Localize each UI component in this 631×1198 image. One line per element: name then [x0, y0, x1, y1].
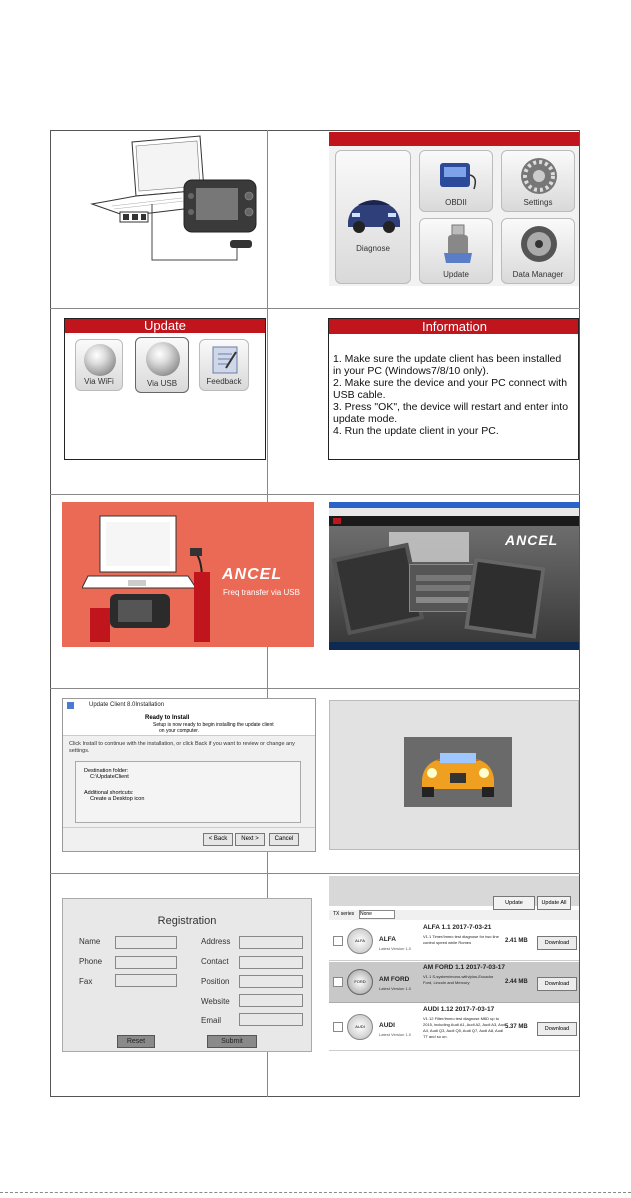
- brand-badge: ALFA: [347, 928, 373, 954]
- address-label: Address: [201, 937, 231, 946]
- version-title: AM FORD 1.1 2017-7-03-17: [423, 964, 506, 971]
- shortcut-label: Additional shortcuts:: [84, 790, 134, 796]
- info-line: update mode.: [333, 413, 398, 425]
- installer-instruction2: settings.: [69, 748, 90, 754]
- latest-version: Latest Version 1.0: [379, 946, 412, 951]
- brand-name: AM FORD: [379, 976, 410, 983]
- submit-button[interactable]: Submit: [207, 1035, 257, 1048]
- registration-form: [62, 898, 312, 1052]
- laptop-connection-icon: [52, 132, 266, 307]
- tablet-graphic: [464, 557, 545, 638]
- version-desc: V1.1 Timer/Immo test diagnose for two line: [423, 934, 499, 939]
- version-desc: 2015, including Audi A1, Audi A2, Audi A3, Audi: [423, 1022, 507, 1027]
- username-input[interactable]: [416, 575, 472, 581]
- info-line: 3. Press "OK", the device will restart and enter into: [333, 401, 569, 413]
- menu-title-bar: [329, 132, 579, 146]
- installer-subheading2: on your computer.: [159, 728, 200, 734]
- phone-input[interactable]: [115, 956, 177, 969]
- info-line: USB cable.: [333, 389, 386, 401]
- version-desc: A4, Audi Q3, Audi Q5, Audi Q7, Audi A8, Audi: [423, 1028, 504, 1033]
- banner-tagline: Freq transfer via USB: [223, 588, 300, 597]
- feedback-tile[interactable]: [199, 339, 249, 391]
- disk-icon: [518, 223, 560, 265]
- installer-title: Update Client 8.0Installation: [89, 702, 165, 708]
- installer-header: [63, 713, 315, 736]
- file-size: 2.41 MB: [505, 938, 528, 944]
- splash-screen: [329, 700, 579, 850]
- laptop-hand-icon: [82, 510, 222, 645]
- main-menu-screen: [329, 132, 579, 307]
- obdii-label: OBDII: [445, 198, 467, 207]
- name-label: Name: [79, 937, 101, 946]
- brand-name: ALFA: [379, 936, 396, 943]
- row-checkbox[interactable]: [333, 936, 343, 946]
- version-desc: V1.1 S-system/mono-with/plus-Ecuador: [423, 974, 494, 979]
- position-input[interactable]: [239, 975, 303, 988]
- password-input[interactable]: [416, 585, 472, 591]
- via-wifi-label: Via WiFi: [84, 377, 114, 386]
- windows-taskbar: [329, 642, 579, 650]
- table-row-divider: [50, 308, 580, 309]
- list-item: [329, 1004, 579, 1051]
- installer-subheading: Setup is now ready to begin installing the update client: [153, 722, 274, 728]
- dest-folder-value: C:\UpdateClient: [90, 774, 129, 780]
- download-button[interactable]: Download: [537, 936, 577, 950]
- information-screen: [328, 318, 579, 460]
- fax-input[interactable]: [115, 974, 177, 987]
- info-line: in your PC (Windows7/8/10 only).: [333, 365, 489, 377]
- via-usb-label: Via USB: [146, 379, 178, 388]
- information-text: [333, 353, 579, 437]
- gear-icon: [518, 155, 560, 197]
- table-row-divider: [50, 494, 580, 495]
- shortcut-value: Create a Desktop icon: [90, 796, 145, 802]
- email-input[interactable]: [239, 1013, 303, 1026]
- installer-summary-box: [75, 761, 301, 823]
- latest-version: Latest Version 1.0: [379, 1032, 412, 1037]
- muscle-car-icon: [414, 743, 502, 801]
- address-input[interactable]: [239, 936, 303, 949]
- diagnose-tile[interactable]: [335, 150, 411, 284]
- reset-button[interactable]: Reset: [117, 1035, 155, 1048]
- download-button[interactable]: Download: [537, 1022, 577, 1036]
- feedback-icon: [210, 344, 240, 376]
- file-size: 5.37 MB: [505, 1024, 528, 1030]
- update-screen: [64, 318, 266, 460]
- pc-client-screenshot: [329, 502, 579, 650]
- information-title: Information: [329, 319, 579, 334]
- version-title: AUDI 1.12 2017-7-03-17: [423, 1006, 495, 1013]
- download-button[interactable]: Download: [537, 977, 577, 991]
- update-list-screen: [329, 876, 579, 1054]
- filter-label: TX series: [333, 911, 355, 917]
- info-line: 2. Make sure the device and your PC connect with: [333, 377, 568, 389]
- splash-image-frame: [404, 737, 512, 807]
- installer-heading: Ready to Install: [145, 715, 190, 721]
- fax-label: Fax: [79, 977, 93, 986]
- email-label: Email: [201, 1016, 222, 1025]
- window-toolbar: [329, 508, 579, 516]
- table-row-divider: [50, 688, 580, 689]
- data-manager-tile[interactable]: [501, 218, 575, 284]
- usb-transfer-banner: [62, 502, 314, 647]
- usb-update-icon: [146, 342, 180, 376]
- row-checkbox[interactable]: [333, 977, 343, 987]
- version-desc: TT and so on.: [423, 1034, 448, 1039]
- cancel-button[interactable]: Cancel: [269, 833, 299, 846]
- app-menu-bar: [329, 516, 579, 526]
- contact-input[interactable]: [239, 956, 303, 969]
- update-tile[interactable]: [419, 218, 493, 284]
- installer-window: [62, 698, 316, 852]
- settings-label: Settings: [523, 198, 553, 207]
- diagnose-label: Diagnose: [356, 244, 390, 253]
- version-title: ALFA 1.1 2017-7-03-21: [423, 924, 492, 931]
- wifi-update-icon: [84, 344, 116, 376]
- car-icon: [344, 191, 404, 235]
- filter-select[interactable]: None: [359, 910, 395, 919]
- name-input[interactable]: [115, 936, 177, 949]
- latest-version: Latest Version 1.0: [379, 986, 412, 991]
- ancel-logo: ANCEL: [222, 566, 283, 583]
- update-title: Update: [65, 319, 265, 333]
- installer-instruction: Click Install to continue with the installation, or click Back if you want to review or change any: [69, 741, 295, 747]
- sign-in-button[interactable]: [416, 597, 472, 603]
- via-usb-tile[interactable]: [135, 337, 189, 393]
- info-line: 1. Make sure the update client has been installed: [333, 353, 562, 365]
- brand-name: AUDI: [379, 1022, 395, 1029]
- info-line: 4. Run the update client in your PC.: [333, 425, 499, 437]
- via-wifi-tile[interactable]: [75, 339, 123, 391]
- data-manager-label: Data Manager: [512, 270, 564, 279]
- update-all-button[interactable]: Update All: [537, 896, 571, 910]
- list-item: [329, 922, 579, 961]
- registration-title: Registration: [157, 915, 217, 927]
- settings-tile[interactable]: [501, 150, 575, 212]
- back-button[interactable]: < Back: [203, 833, 233, 846]
- next-button[interactable]: Next >: [235, 833, 265, 846]
- table-row-divider: [50, 873, 580, 874]
- brand-badge: FORD: [347, 969, 373, 995]
- page-bottom-rule: [0, 1192, 631, 1193]
- phone-label: Phone: [79, 957, 103, 966]
- ancel-app-logo: ANCEL: [505, 532, 559, 548]
- position-label: Position: [201, 977, 230, 986]
- version-desc: control speed while Romeo: [423, 940, 472, 945]
- laptop-device-illustration: [52, 132, 266, 307]
- obdii-tile[interactable]: [419, 150, 493, 212]
- version-desc: Ford, Lincoln and Mercury: [423, 980, 470, 985]
- version-desc: V1.12 Filter/Immo test diagnose M6D up to: [423, 1016, 500, 1021]
- feedback-label: Feedback: [206, 377, 242, 386]
- obd-scanner-icon: [436, 157, 478, 195]
- usb-stick-icon: [440, 223, 476, 267]
- website-label: Website: [201, 997, 230, 1006]
- brand-badge: AUDI: [347, 1014, 373, 1040]
- update-label: Update: [443, 270, 469, 279]
- list-item: [329, 962, 579, 1003]
- dest-folder-label: Destination folder:: [84, 768, 129, 774]
- update-selected-button[interactable]: Update: [493, 896, 535, 910]
- row-checkbox[interactable]: [333, 1022, 343, 1032]
- filter-bar: [329, 910, 579, 920]
- contact-label: Contact: [201, 957, 229, 966]
- installer-titlebar: [63, 699, 315, 713]
- website-input[interactable]: [239, 994, 303, 1007]
- file-size: 2.44 MB: [505, 979, 528, 985]
